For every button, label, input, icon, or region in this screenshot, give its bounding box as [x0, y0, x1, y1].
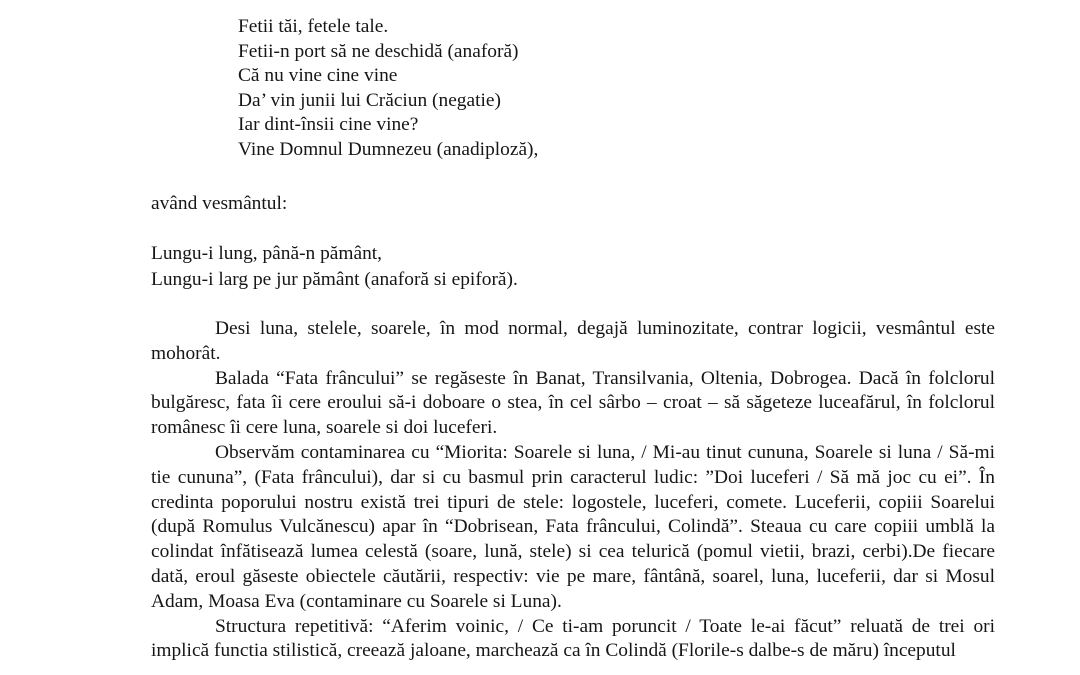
- paragraph: Structura repetitivă: “Aferim voinic, / Ce ti-am poruncit / Toate le-ai făcut” reluată de trei ori implică functia stilistică, creează jaloane, marchează ca în Colindă (Florile-s dalbe-s de măru) începutul: [151, 615, 995, 662]
- verse-line: Vine Domnul Dumnezeu (anadiploză),: [238, 138, 539, 160]
- couplet-line: Lungu-i lung, până-n pământ,: [151, 243, 383, 264]
- verse-line: Fetii tăi, fetele tale.: [238, 16, 389, 37]
- couplet-block: [151, 241, 518, 293]
- prose-block: [151, 317, 995, 664]
- verse-line: Iar dint-însii cine vine?: [238, 114, 419, 136]
- paragraph: Balada “Fata frâncului” se regăseste în Banat, Transilvania, Oltenia, Dobrogea. Dacă în folclorul bulgăresc, fata îi cere eroului să-i doboare o stea, în cel sârbo – croat – să săgeteze luceafărul, în folclorul românesc îi cere luna, soarele si doi luceferi.: [151, 367, 995, 439]
- verse-line: Da’ vin junii lui Crăciun (negatie): [238, 89, 501, 111]
- couplet-line: Lungu-i larg pe jur pământ (anaforă si epiforă).: [151, 269, 518, 290]
- verse-line: Fetii-n port să ne deschidă (anaforă): [238, 40, 519, 62]
- verse-block: [238, 15, 538, 163]
- verse-line: Că nu vine cine vine: [238, 65, 398, 87]
- paragraph: Desi luna, stelele, soarele, în mod normal, degajă luminozitate, contrar logicii, vesmântul este mohorât.: [151, 318, 995, 364]
- intro-line: având vesmântul:: [151, 193, 288, 214]
- paragraph: Observăm contaminarea cu “Miorita: Soarele si luna, / Mi-au tinut cununa, Soarele si luna / Să-mi tie cununa”, (Fata frâncului), dar si cu basmul prin caracterul ludic: ”Doi luceferi / Să mă joc cu ei”. În credinta poporului nostru există trei tipuri de stele: logostele, luceferi, comete. Luceferii, copiii Soarelui (după Romulus Vulcănescu) apar în “Dobrisean, Fata frâncului, Colindă”. Steaua cu care copiii umblă la colindat înfătisează lumea celestă (soare, lună, stele) si cea telurică (pomul vietii, brazi, cerbi).De fiecare dată, eroul găseste obiectele căutării, respectiv: vie pe mare, fântână, soarel, luna, luceferii, dar si Mosul Adam, Moasa Eva (contaminare cu Soarele si Luna).: [151, 441, 995, 612]
